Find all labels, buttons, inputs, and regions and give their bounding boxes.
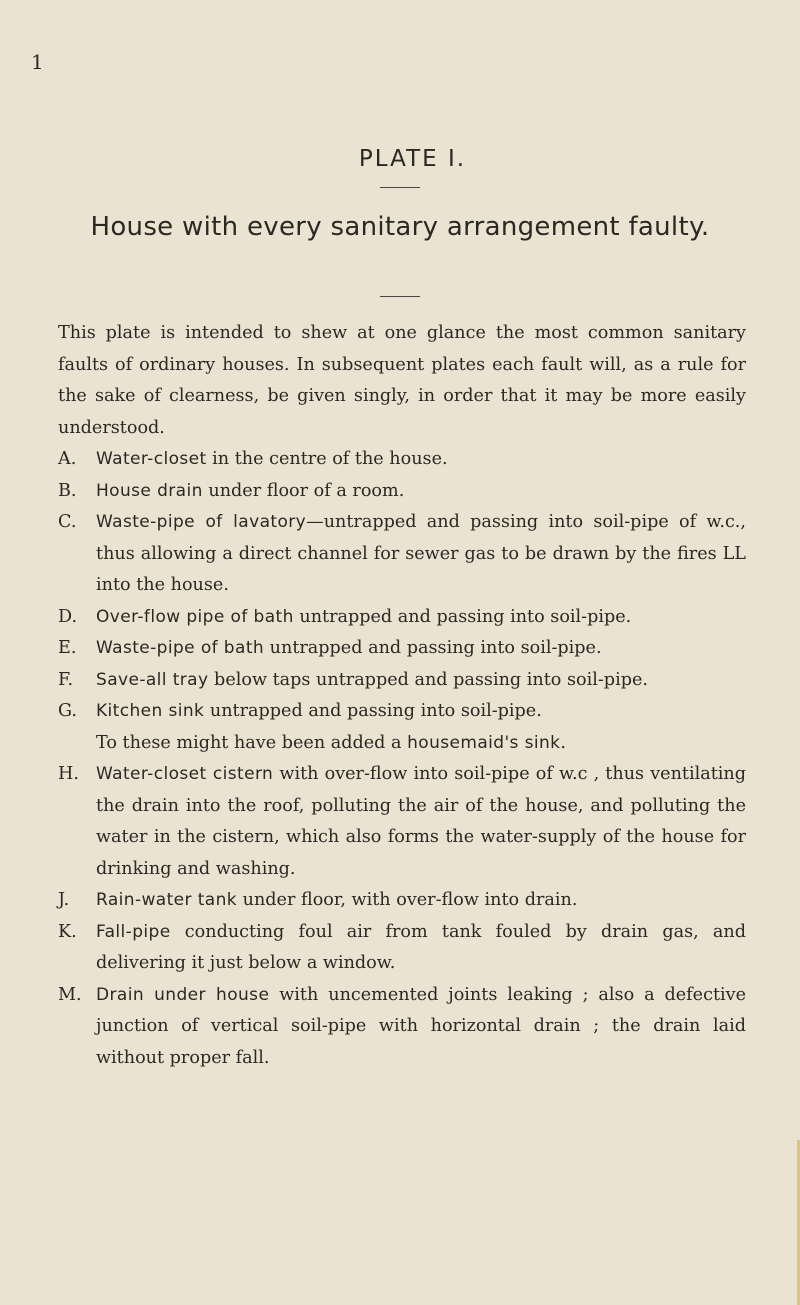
entry-letter: H. (58, 764, 79, 784)
fault-entry-g (58, 696, 746, 728)
entry-term: Water-closet cistern (96, 764, 274, 784)
entry-term: Drain under house (96, 984, 270, 1005)
fault-entry-f (58, 665, 746, 697)
entry-term: Waste-pipe of lavatory (96, 512, 307, 532)
entry-description: below taps untrapped and passing into soil-pipe. (208, 669, 648, 690)
entry-description: untrapped and passing into soil-pipe. (264, 638, 602, 658)
fault-entry-j (58, 885, 746, 917)
plate-heading: House with every sanitary arrangement faulty. (90, 212, 710, 242)
entry-term: Save-all tray (96, 669, 209, 690)
divider-bottom (380, 296, 420, 297)
entry-description: with uncemented joints leaking ; also a defective junction of vertical soil-pipe with horizontal drain ; the drain laid without proper fall. (96, 984, 746, 1068)
fault-entry-b (58, 476, 746, 508)
entry-letter: A. (58, 449, 77, 469)
additional-note (58, 728, 746, 760)
entry-letter: K. (58, 921, 77, 942)
entry-letter: G. (58, 701, 78, 721)
entry-letter: F. (58, 669, 74, 690)
entry-letter: M. (58, 984, 82, 1005)
fault-entry-k (58, 917, 746, 980)
fault-entry-e (58, 633, 746, 665)
entry-description: untrapped and passing into soil-pipe. (293, 606, 632, 627)
entry-term: Kitchen sink (96, 701, 205, 721)
entry-description: —untrapped and passing into soil-pipe of w.c., thus allowing a direct channel for sewer gas to be drawn by the fires LL into the house. (96, 512, 746, 595)
note-prefix: To these might have been added a (96, 732, 408, 753)
fault-entry-h (58, 759, 746, 885)
page-number: 1 (31, 50, 44, 74)
entry-description: conducting foul air from tank fouled by drain gas, and delivering it just below a window. (96, 921, 746, 973)
entry-term: Fall-pipe (96, 921, 171, 942)
fault-entry-m (58, 980, 746, 1075)
entry-letter: J. (58, 890, 70, 910)
entry-term: Rain-water tank (96, 890, 238, 910)
plate-title: PLATE I. (358, 146, 467, 172)
entry-description: untrapped and passing into soil-pipe. (204, 701, 542, 721)
entry-letter: C. (58, 512, 77, 532)
entry-term: Water-closet (96, 449, 207, 469)
intro-paragraph: This plate is intended to shew at one glance the most common sanitary faults of ordinary houses. In subsequent plates each fault will, as a rule for the sake of clearness, be given singly, in order that it may be more easily understood. (58, 323, 746, 438)
entry-term: House drain (96, 480, 203, 501)
entry-term: Waste-pipe of bath (96, 638, 265, 658)
entry-letter: B. (58, 480, 77, 501)
entry-description: under floor of a room. (202, 480, 405, 501)
fault-entry-a (58, 444, 746, 476)
entry-description: with over-flow into soil-pipe of w.c , thus ventilating the drain into the roof, polluting the air of the house, and polluting the water in the cistern, which also forms the water-supply of the house for drinking and washing. (96, 764, 746, 879)
fault-entry-d (58, 602, 746, 634)
fault-entry-c (58, 507, 746, 602)
entry-term: Over-flow pipe of bath (96, 606, 294, 627)
entry-description: in the centre of the house. (206, 449, 448, 469)
entry-description: under floor, with over-flow into drain. (237, 890, 578, 910)
entry-letter: E. (58, 638, 77, 658)
note-suffix: . (560, 732, 566, 753)
entry-letter: D. (58, 606, 78, 627)
divider-top (380, 187, 420, 188)
note-term: housemaid's sink (407, 732, 561, 753)
fault-list (58, 444, 746, 1074)
